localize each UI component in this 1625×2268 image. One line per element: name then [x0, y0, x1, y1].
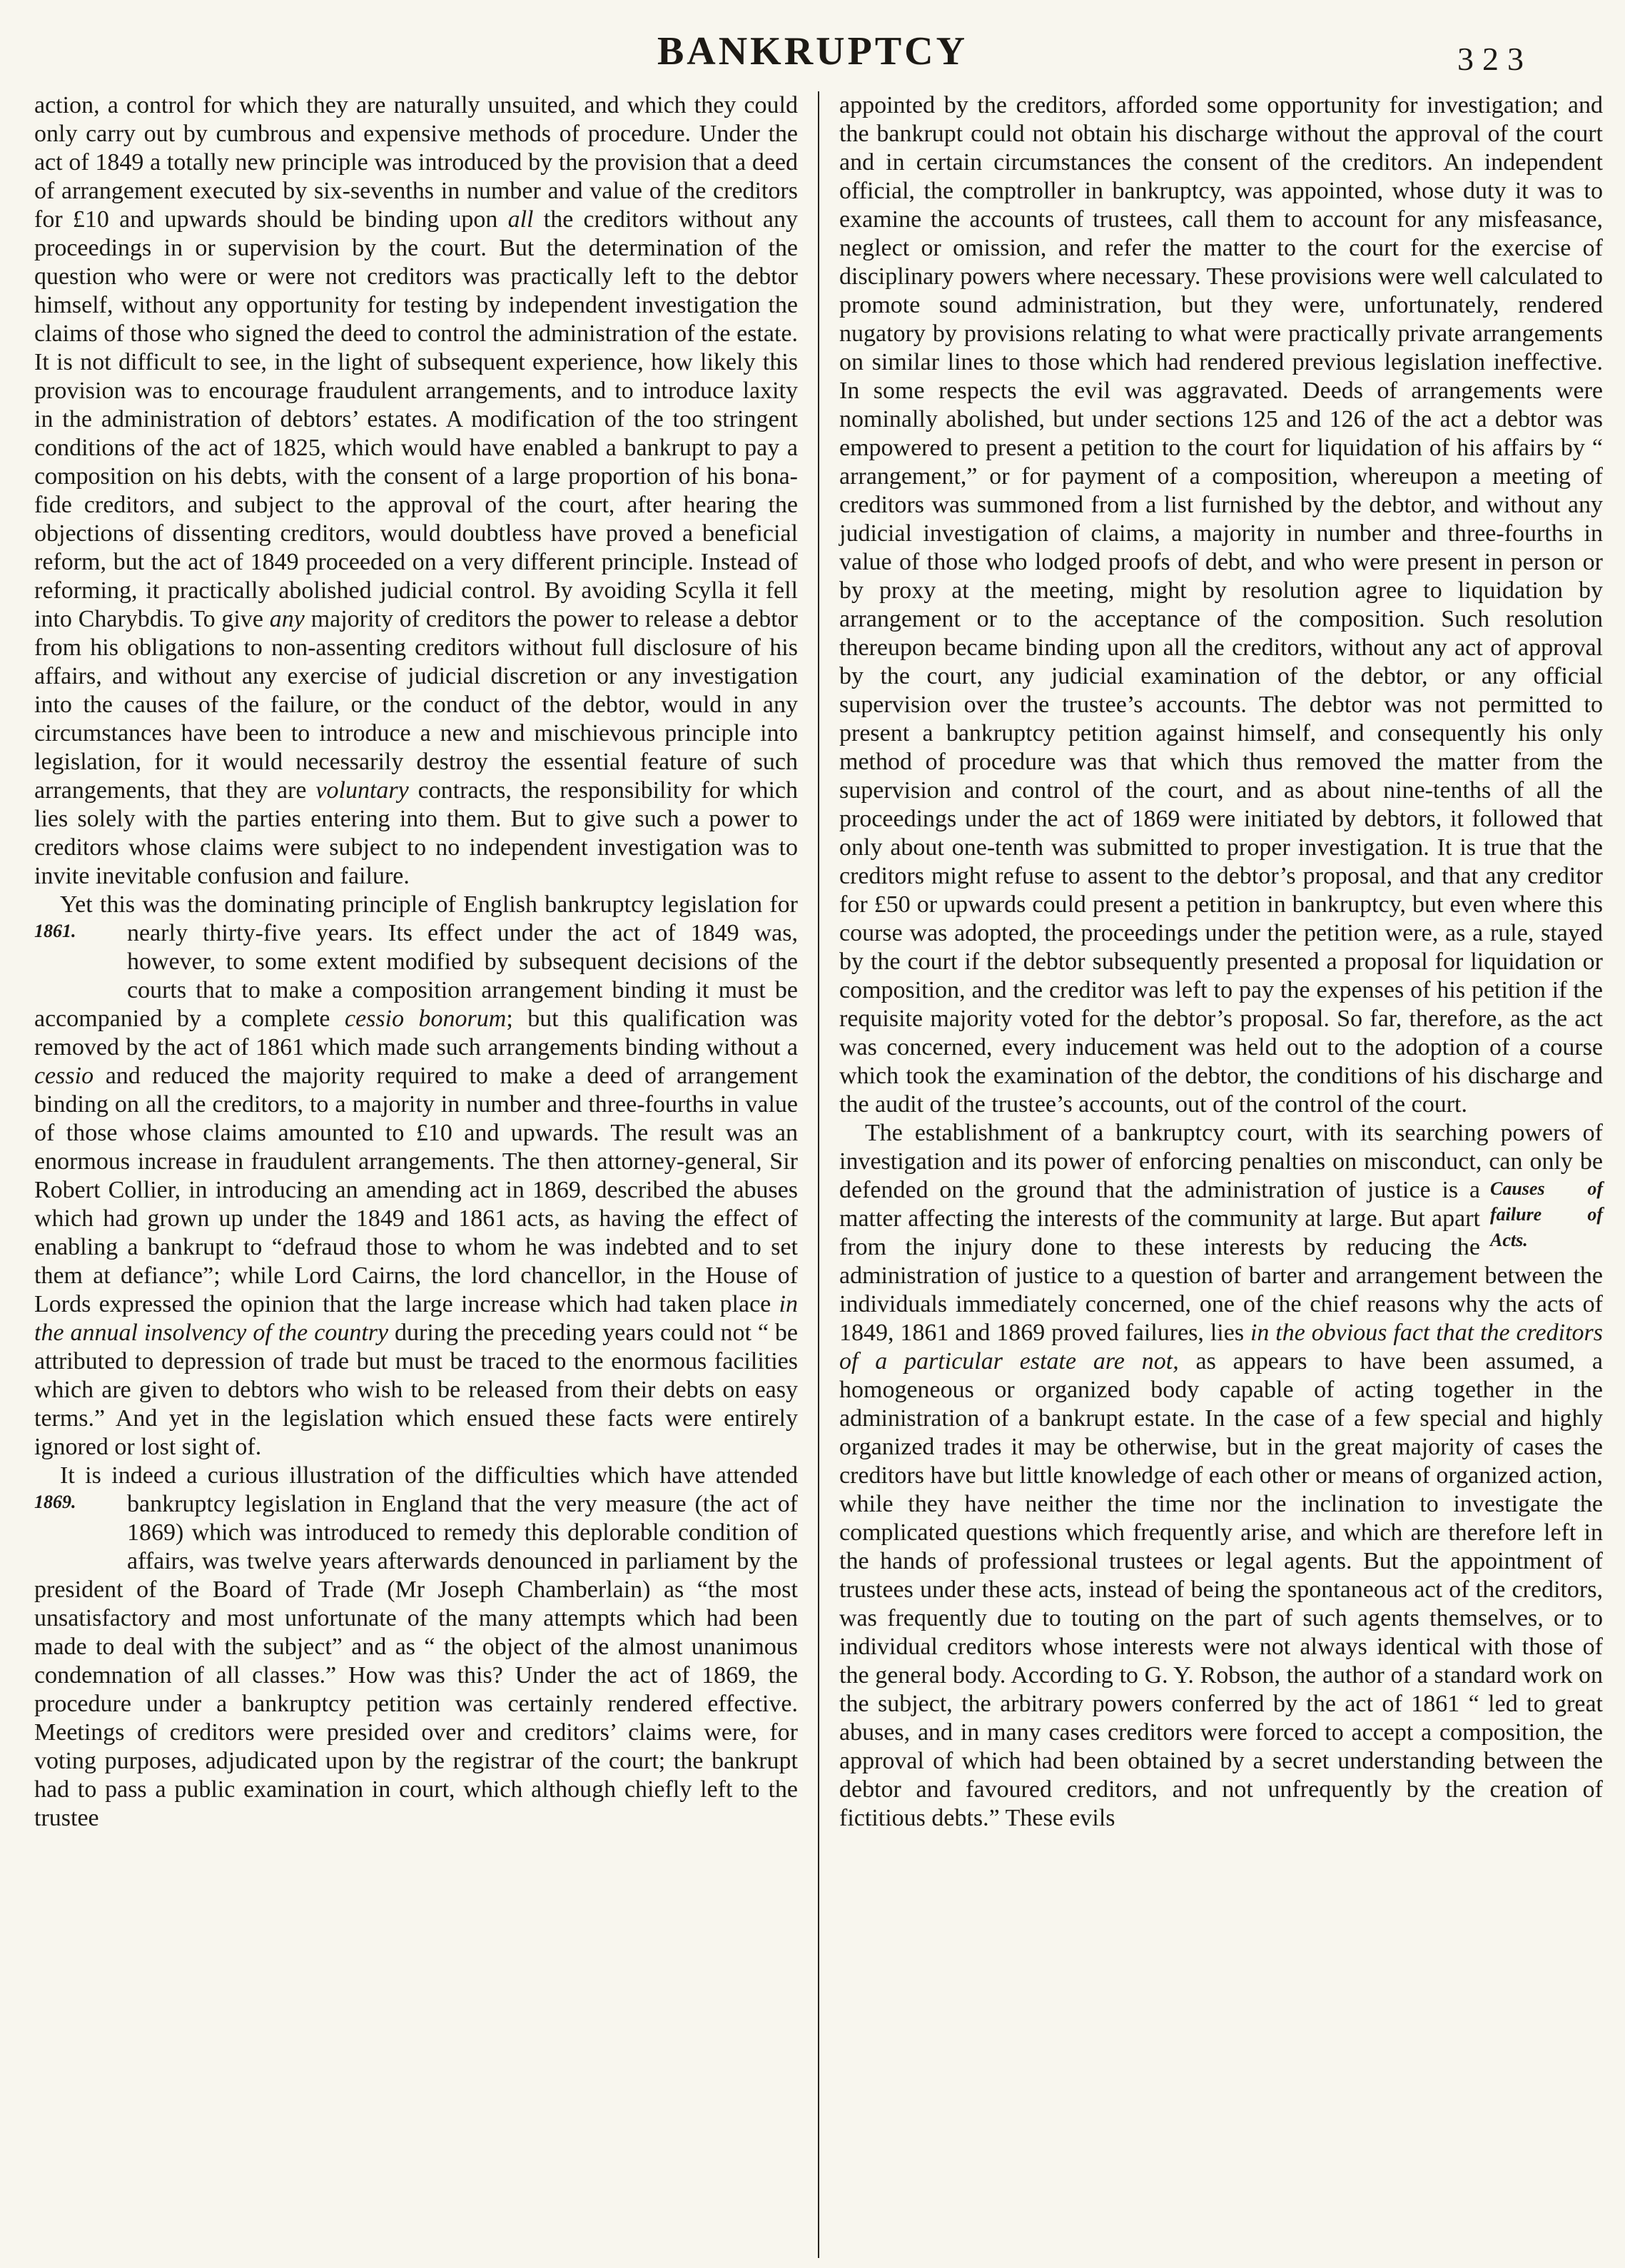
- body-text: contracts, the responsibility for which lies solely with the parties entering into them. But to give such a power to creditors whose claims were subject to no independent investigation was to invite inevitable confusion and failure.: [34, 777, 798, 889]
- body-text: the administration of justice is a matter affecting the interests of the community at large. But apart from the injury done to these interests by reducing the administration of justice to a question of barter and arrangement between the individuals immediately concerned, one of the chief reasons why the acts of 1849, 1861 and 1869 proved failures, lies: [839, 1177, 1603, 1346]
- body-text: during the preceding years could not “ be attributed to depression of trade but must be traced to the enormous facilities which are given to debtors who wish to be released from their debts on easy terms.” And yet in the legislation which ensued these facts were entirely ignored or lost sight of.: [34, 1320, 798, 1460]
- left-column: [34, 91, 798, 2258]
- text-columns: [34, 91, 1605, 2258]
- body-text: appointed by the creditors, afforded some opportunity for investigation; and the bankrupt could not obtain his discharge without the approval of the court and in certain circumstances the consent of the creditors. An independent official, the comptroller in bankruptcy, was appointed, whose duty it was to examine the accounts of trustees, call them to account for any misfeasance, neglect or omission, and refer the matter to the court for the exercise of disciplinary powers where necessary. These provisions were well calculated to promote sound administration, but they were, unfortunately, rendered nugatory by provisions relating to what were practically private arrangements on similar lines to those which had rendered previous legislation ineffective. In some respects the evil was aggravated. Deeds of arrangements were nominally abolished, but under sections 125 and 126 of the act a debtor was empowered to present a petition to the court for liquidation of his affairs by “ arrangement,” or for payment of a composition, whereupon a meeting of creditors was summoned from a list furnished by the debtor, and without any judicial investigation of claims, a majority in number and three-fourths in value of those who lodged proofs of debt, and who were present in person or by proxy at the meeting, might by resolution agree to liquidation by arrangement or to the acceptance of the composition. Such resolution thereupon became binding upon all the creditors, without any act of approval by the court, any judicial examination of the debtor, or any official supervision over the trustee’s accounts. The debtor was not permitted to present a bankruptcy petition against himself, and consequently his only method of procedure was that which thus removed the matter from the supervision and control of the court, and as about nine-tenths of all the proceedings under the act of 1869 were initiated by debtors, it followed that only about one-tenth was submitted to proper investigation. It is true that the creditors might refuse to assent to the debtor’s proposal, and that any creditor for £50 or upwards could present a petition in bankruptcy, but even where this course was adopted, the proceedings under the petition were, as a rule, stayed by the court if the debtor subsequently presented a proposal for liquidation or composition, and the creditor was left to pay the expenses of his petition if the requisite majority voted for the debtor’s proposal. So far, therefore, as the act was concerned, every inducement was held out to the adoption of a course which took the examination of the debtor, the conditions of his discharge and the audit of the trustee’s accounts, out of the control of the court.: [839, 92, 1603, 1118]
- body-text: ; but this qualification was removed by the act of 1861 which made such arrangements binding without a: [34, 1006, 798, 1060]
- body-text: of 1849 was, however, to some extent modified by subsequent decisions of the courts that to make a composition arrangement binding it must be accompanied by a complete: [34, 920, 798, 1032]
- body-text: The establishment of a bankruptcy court, with its searching powers of investigation and its power of enforcing penalties on misconduct, can only be defended on the ground that: [839, 1120, 1603, 1203]
- margin-note: 1861.: [34, 921, 76, 941]
- body-text: the creditors without any proceedings in or supervision by the court. But the determination of the question who were or were not creditors was practically left to the debtor himself, without any opportunity for testing by independent investigation the claims of those who signed the deed to control the administration of the estate. It is not difficult to see, in the light of subsequent experience, how likely this provision was to encourage fraudulent arrangements, and to introduce laxity in the administration of debtors’ estates. A modification of the too stringent conditions of the act of 1825, which would have enabled a bankrupt to pay a composition on his debts, with the consent of a large proportion of his bona-fide creditors, and subject to the approval of the court, after hearing the objections of dissenting creditors, would doubtless have proved a beneficial reform, but the act of 1849 proceeded on a very different principle. Instead of reforming, it practically abolished judicial control. By avoiding Scylla it fell into Charybdis. To give: [34, 206, 798, 632]
- italic-text: cessio bonorum: [344, 1006, 507, 1032]
- body-text: and reduced the majority required to make a deed of arrangement binding on all the creditors, to a majority in number and three-fourths in value of those whose claims amounted to £10 and upwards. The result was an enormous increase in fraudulent arrangements. The then attorney-general, Sir Robert Collier, in introducing an amending act in 1869, described the abuses which had grown up under the 1849 and 1861 acts, as having the effect of enabling a bankrupt to “defraud those to whom he was indebted and to set them at defiance”; while Lord Cairns, the lord chancellor, in the House of Lords expressed the opinion that the large increase which had taken place: [34, 1063, 798, 1317]
- body-text: (the act of 1869) which was introduced to remedy this deplorable condition of affairs, was twelve years afterwards denounced in parliament by the president of the Board of Trade (Mr Joseph Chamberlain) as “the most unsatisfactory and most unfortunate of the many attempts which had been made to deal with the subject” and as “ the object of the almost unanimous condemnation of all classes.” How was this? Under the act of 1869, the procedure under a bankruptcy petition was certainly rendered effective. Meetings of creditors were presided over and creditors’ claims were, for voting purposes, adjudicated upon by the registrar of the court; the bankrupt had to pass a public examination in court, which although chiefly left to the trustee: [34, 1491, 798, 1831]
- body-text: as appears to have been assumed, a homogeneous or organized body capable of acting together in the administration of a bankrupt estate. In the case of a few special and highly organized trades it may be otherwise, but in the great majority of cases the creditors have but little knowledge of each other or means of organized action, while they have neither the time nor the inclination to investigate the complicated questions which frequently arise, and which are therefore left in the hands of professional trustees or legal agents. But the appointment of trustees under these acts, instead of being the spontaneous act of the creditors, was frequently due to touting on the part of such agents themselves, or to individual creditors whose interests were not always identical with those of the general body. According to G. Y. Robson, the author of a standard work on the subject, the arbitrary powers conferred by the act of 1861 “ led to great abuses, and in many cases creditors were forced to accept a composition, the approval of which had been obtained by a secret understanding between the debtor and favoured creditors, and not unfrequently by the creation of fictitious debts.” These evils: [839, 1348, 1604, 1831]
- italic-text: cessio: [34, 1063, 94, 1089]
- page-header: [0, 29, 1625, 93]
- body-text: Yet this was the dominating principle of English bankruptcy legislation for nearly thirty-five years. Its effect under the act: [60, 891, 798, 946]
- column-divider: [818, 91, 819, 2258]
- right-column: [839, 91, 1603, 2258]
- paragraph: [34, 891, 798, 1462]
- margin-note: 1869.: [34, 1492, 76, 1512]
- body-text: majority of creditors the power to release a debtor from his obligations to non-assenting creditors without full disclosure of his affairs, and without any exercise of judicial discretion or any investigation into the causes of the failure, or the conduct of the debtor, would in any circumstances have been to introduce a new and mischievous principle into legislation, for it would necessarily destroy the essential feature of such arrangements, that they are: [34, 606, 799, 804]
- paragraph: [839, 91, 1603, 1119]
- page-number: 323: [1457, 41, 1532, 77]
- body-text: It is indeed a curious illustration of the difficulties which have attended bankruptcy legislation in England that the very measure: [60, 1462, 798, 1517]
- paragraph: [839, 1119, 1603, 1833]
- italic-text: in the obvious fact that the creditors of a particular estate are not,: [839, 1320, 1604, 1375]
- italic-text: voluntary: [315, 777, 409, 804]
- paragraph: [34, 91, 798, 891]
- body-text: action, a control for which they are naturally unsuited, and which they could only carry out by cumbrous and expensive methods of procedure. Under the act of 1849 a totally new principle was introduced by the provision that a deed of arrangement executed by six-sevenths in number and value of the creditors for £10 and upwards should be binding upon: [34, 92, 798, 233]
- paragraph: [34, 1462, 798, 1833]
- italic-text: any: [269, 606, 305, 632]
- margin-note: Causes of failure of Acts.: [1490, 1178, 1603, 1250]
- page-title: BANKRUPTCY: [657, 29, 968, 74]
- italic-text: all: [507, 206, 534, 233]
- italic-text: in the annual insolvency of the country: [34, 1291, 798, 1346]
